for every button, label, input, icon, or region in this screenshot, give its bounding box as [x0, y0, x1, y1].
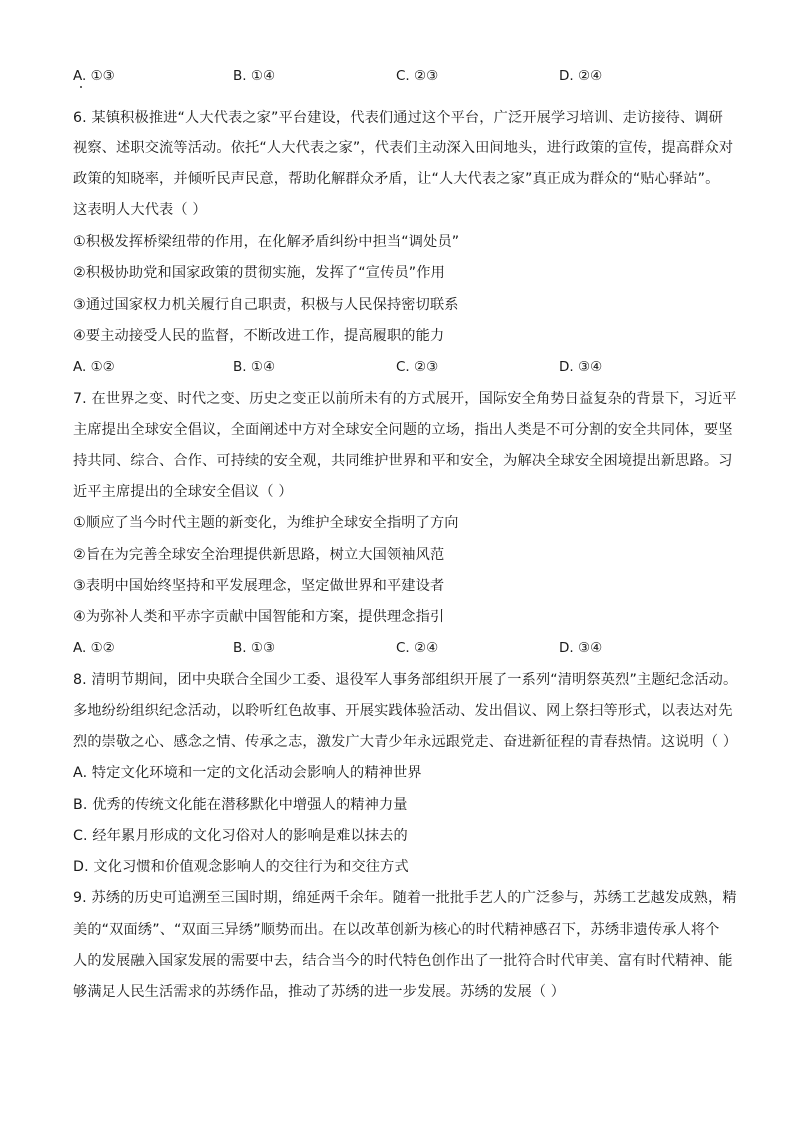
- q7-option-a[interactable]: A. ①②: [73, 640, 115, 656]
- q8-stem-line-3: 烈的崇敬之心、感念之情、传承之志，激发广大青少年永远跟党走、奋进新征程的青春热情。这说明（ ）: [73, 734, 738, 750]
- q6-option-c[interactable]: C. ②③: [396, 359, 439, 375]
- q7-stem-line-4: 近平主席提出的全球安全倡议（ ）: [73, 484, 293, 500]
- q6-item-3: ③通过国家权力机关履行自己职责，积极与人民保持密切联系: [73, 297, 459, 313]
- q6-stem-line-2: 视察、述职交流等活动。依托“人大代表之家”，代表们主动深入田间地头，进行政策的宣传，提高群众对: [73, 140, 734, 156]
- q7-option-b[interactable]: B. ①③: [233, 640, 276, 656]
- q9-stem-line-2: 美的“双面绣”、“双面三异绣”顺势而出。在以改革创新为核心的时代精神感召下，苏绣非遗传承人将个: [73, 922, 720, 938]
- q8-option-c[interactable]: C. 经年累月形成的文化习俗对人的影响是难以抹去的: [73, 828, 408, 844]
- q8-option-b[interactable]: B. 优秀的传统文化能在潜移默化中增强人的精神力量: [73, 797, 408, 813]
- q5-option-b[interactable]: B. ①④: [233, 68, 276, 84]
- q7-stem-line-3: 持共同、综合、合作、可持续的安全观，共同维护世界和平和安全，为解决全球安全困境提出新思路。习: [73, 453, 733, 469]
- q6-stem-line-1: 6. 某镇积极推进“人大代表之家”平台建设，代表们通过这个平台，广泛开展学习培训、走访接待、调研: [73, 110, 724, 126]
- stray-dot-mark: [80, 86, 82, 88]
- q5-option-a[interactable]: A. ①③: [73, 68, 115, 84]
- q7-item-1: ①顺应了当今时代主题的新变化，为维护全球安全指明了方向: [73, 515, 459, 531]
- q7-stem-line-1: 7. 在世界之变、时代之变、历史之变正以前所未有的方式展开，国际安全角势日益复杂的背景下，习近平: [73, 391, 737, 407]
- q6-stem-line-3: 政策的知晓率，并倾听民声民意，帮助化解群众矛盾，让“人大代表之家”真正成为群众的“贴心驿站”。: [73, 171, 720, 187]
- q7-option-d[interactable]: D. ③④: [559, 640, 603, 656]
- q7-item-2: ②旨在为完善全球安全治理提供新思路，树立大国领袖风范: [73, 547, 445, 563]
- q9-stem-line-3: 人的发展融入国家发展的需要中去，结合当今的时代特色创作出了一批符合时代审美、富有时代精神、能: [73, 953, 733, 969]
- q8-stem-line-2: 多地纷纷组织纪念活动，以聆听红色故事、开展实践体验活动、发出倡议、网上祭扫等形式，以表达对先: [73, 703, 733, 719]
- q6-option-a[interactable]: A. ①②: [73, 359, 115, 375]
- q5-option-d[interactable]: D. ②④: [559, 68, 603, 84]
- q7-item-3: ③表明中国始终坚持和平发展理念，坚定做世界和平建设者: [73, 578, 445, 594]
- q8-stem-line-1: 8. 清明节期间，团中央联合全国少工委、退役军人事务部组织开展了一系列“清明祭英烈”主题纪念活动。: [73, 672, 738, 688]
- q6-option-b[interactable]: B. ①④: [233, 359, 276, 375]
- q5-option-c[interactable]: C. ②③: [396, 68, 439, 84]
- q8-option-a[interactable]: A. 特定文化环境和一定的文化活动会影响人的精神世界: [73, 765, 422, 781]
- q9-stem-line-1: 9. 苏绣的历史可追溯至三国时期，绵延两千余年。随着一批批手艺人的广泛参与，苏绣工艺越发成熟，精: [73, 890, 737, 906]
- q6-item-4: ④要主动接受人民的监督，不断改进工作，提高履职的能力: [73, 328, 445, 344]
- q7-option-c[interactable]: C. ②④: [396, 640, 439, 656]
- q7-item-4: ④为弥补人类和平赤字贡献中国智能和方案，提供理念指引: [73, 609, 445, 625]
- q7-stem-line-2: 主席提出全球安全倡议，全面阐述中方对全球安全问题的立场，指出人类是不可分割的安全共同体，要坚: [73, 422, 733, 438]
- q6-option-d[interactable]: D. ③④: [559, 359, 603, 375]
- q6-stem-line-4: 这表明人大代表（ ）: [73, 202, 207, 218]
- q6-item-1: ①积极发挥桥梁纽带的作用，在化解矛盾纠纷中担当“调处员”: [73, 234, 460, 250]
- q9-stem-line-4: 够满足人民生活需求的苏绣作品，推动了苏绣的进一步发展。苏绣的发展（ ）: [73, 984, 566, 1000]
- q8-option-d[interactable]: D. 文化习惯和价值观念影响人的交往行为和交往方式: [73, 859, 409, 875]
- q6-item-2: ②积极协助党和国家政策的贯彻实施，发挥了“宣传员”作用: [73, 265, 445, 281]
